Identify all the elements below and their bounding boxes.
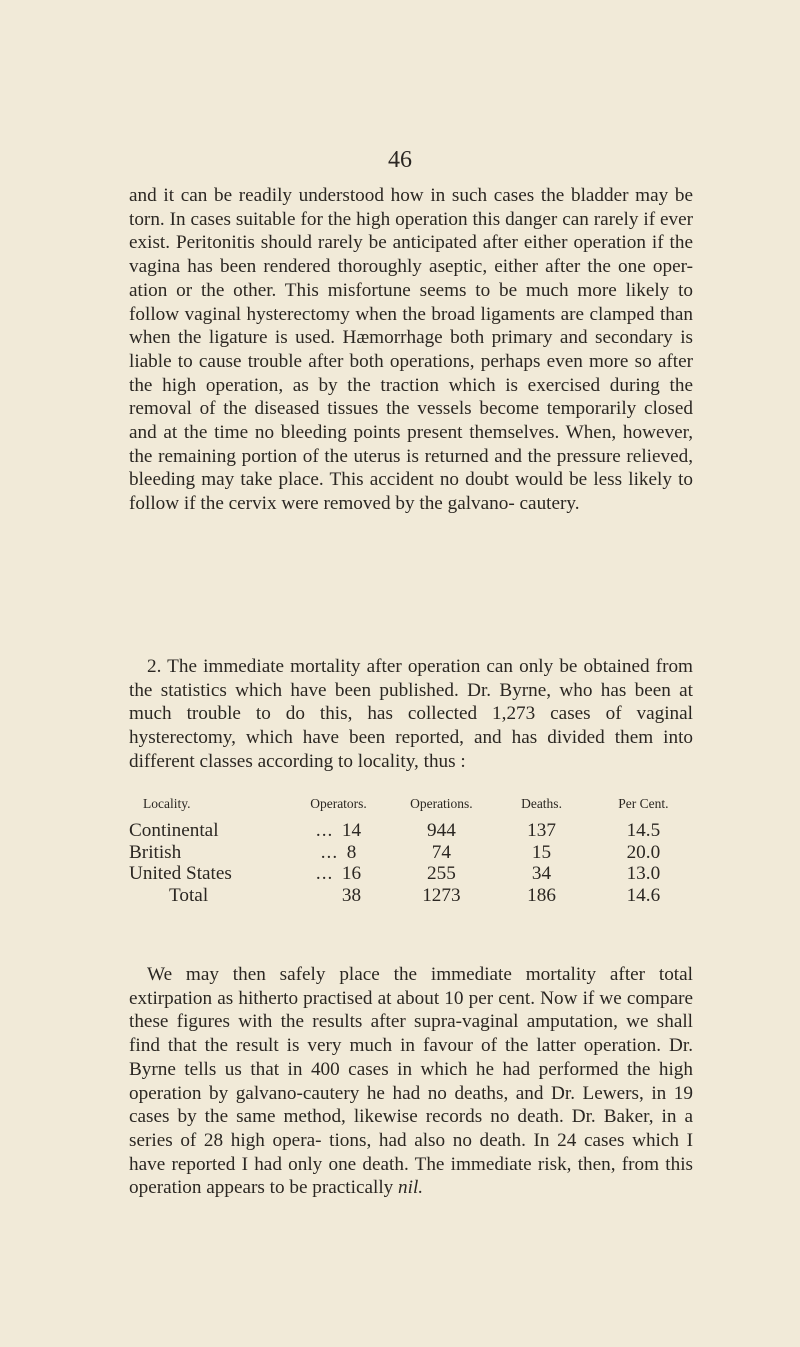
cell-operators (290, 863, 388, 885)
cell-deaths: 137 (527, 820, 556, 841)
cell-operations: 74 (431, 841, 451, 863)
operators-value: 8 (346, 841, 357, 863)
cell-operations: 255 (427, 863, 456, 884)
cell-locality: British (129, 841, 182, 863)
table-total-row (129, 885, 699, 907)
paragraph-3 (129, 963, 693, 1200)
cell-deaths: 34 (531, 863, 552, 884)
page-number: 46 (388, 147, 412, 173)
table-row (129, 863, 699, 885)
cell-locality: Continental (129, 820, 219, 841)
paragraph-2 (129, 655, 693, 774)
header-locality: Locality. (143, 796, 191, 811)
operators-value: 16 (341, 863, 362, 884)
paragraph-3-main: We may then safely place the immediate mortality after total extirpation as hitherto practised at about 10 per cent. Now if we compare these figures with the results after supra-vaginal amputation, we shall find that the result is very much in favour of the latter operation. Dr. Byrne tells us that in 400 cases in which he had performed the high operation by galvano-cautery he had no deaths, and Dr. Lewers, in 19 cases by the same method, likewise records no death. Dr. Baker, in a series of 28 high opera- tions, had also no death. In 24 cases which I have reported I had only one death. The immediate risk, then, from this operation appears to be practically (129, 964, 693, 1199)
operators-value: 14 (341, 820, 362, 841)
cell-deaths: 186 (527, 884, 556, 906)
cell-locality-total: Total (169, 884, 209, 906)
cell-per-cent: 13.0 (626, 863, 661, 884)
leader-dots: ... (320, 841, 339, 863)
paragraph-3-italic: nil. (398, 1177, 424, 1199)
table-row (129, 820, 699, 842)
cell-per-cent: 14.6 (626, 884, 661, 906)
cell-operators (290, 820, 388, 842)
header-operations: Operations. (410, 796, 473, 811)
paragraph-3-text (129, 963, 693, 1200)
operators-value: 38 (341, 884, 362, 906)
leader-dots: ... (315, 863, 334, 884)
leader-dots: ... (315, 820, 334, 841)
header-operators: Operators. (310, 796, 367, 811)
table-header-row (129, 796, 699, 820)
cell-operators (290, 885, 388, 907)
header-per-cent: Per Cent. (618, 796, 669, 811)
mortality-table (129, 796, 699, 906)
table-row (129, 842, 699, 864)
paragraph-1-text: and it can be readily understood how in such cases the bladder may be torn. In cases suitable for the high operation this danger can rarely if ever exist. Peritonitis should rarely be anticipated after either operation if the vagina has been rendered thoroughly aseptic, either after the one oper- ation or the other. This misfortune seems to be much more likely to follow vaginal hysterectomy when the broad ligaments are clamped than when the ligature is used. Hæmorrhage both primary and secondary is liable to cause trouble after both operations, perhaps even more so after the high operation, as by the traction which is exercised during the removal of the diseased tissues the vessels become temporarily closed and at the time no bleeding points present themselves. When, however, the remaining portion of the uterus is returned and the pressure relieved, bleeding may take place. This accident no doubt would be less likely to follow if the cervix were removed by the galvano- cautery. (129, 185, 693, 515)
paragraph-1 (129, 184, 693, 516)
header-deaths: Deaths. (521, 796, 562, 811)
cell-locality: United States (129, 863, 232, 884)
cell-operations: 1273 (422, 884, 461, 906)
cell-operators (290, 842, 388, 864)
cell-operations: 944 (427, 820, 456, 841)
cell-deaths: 15 (531, 841, 552, 863)
paragraph-2-text: 2. The immediate mortality after operation can only be obtained from the statistics which have been published. Dr. Byrne, who has been at much trouble to do this, has collected 1,273 cases of vaginal hysterectomy, which have been reported, and has divided them into different classes according to locality, thus : (129, 656, 693, 772)
cell-per-cent: 20.0 (626, 841, 661, 863)
cell-per-cent: 14.5 (626, 820, 661, 841)
